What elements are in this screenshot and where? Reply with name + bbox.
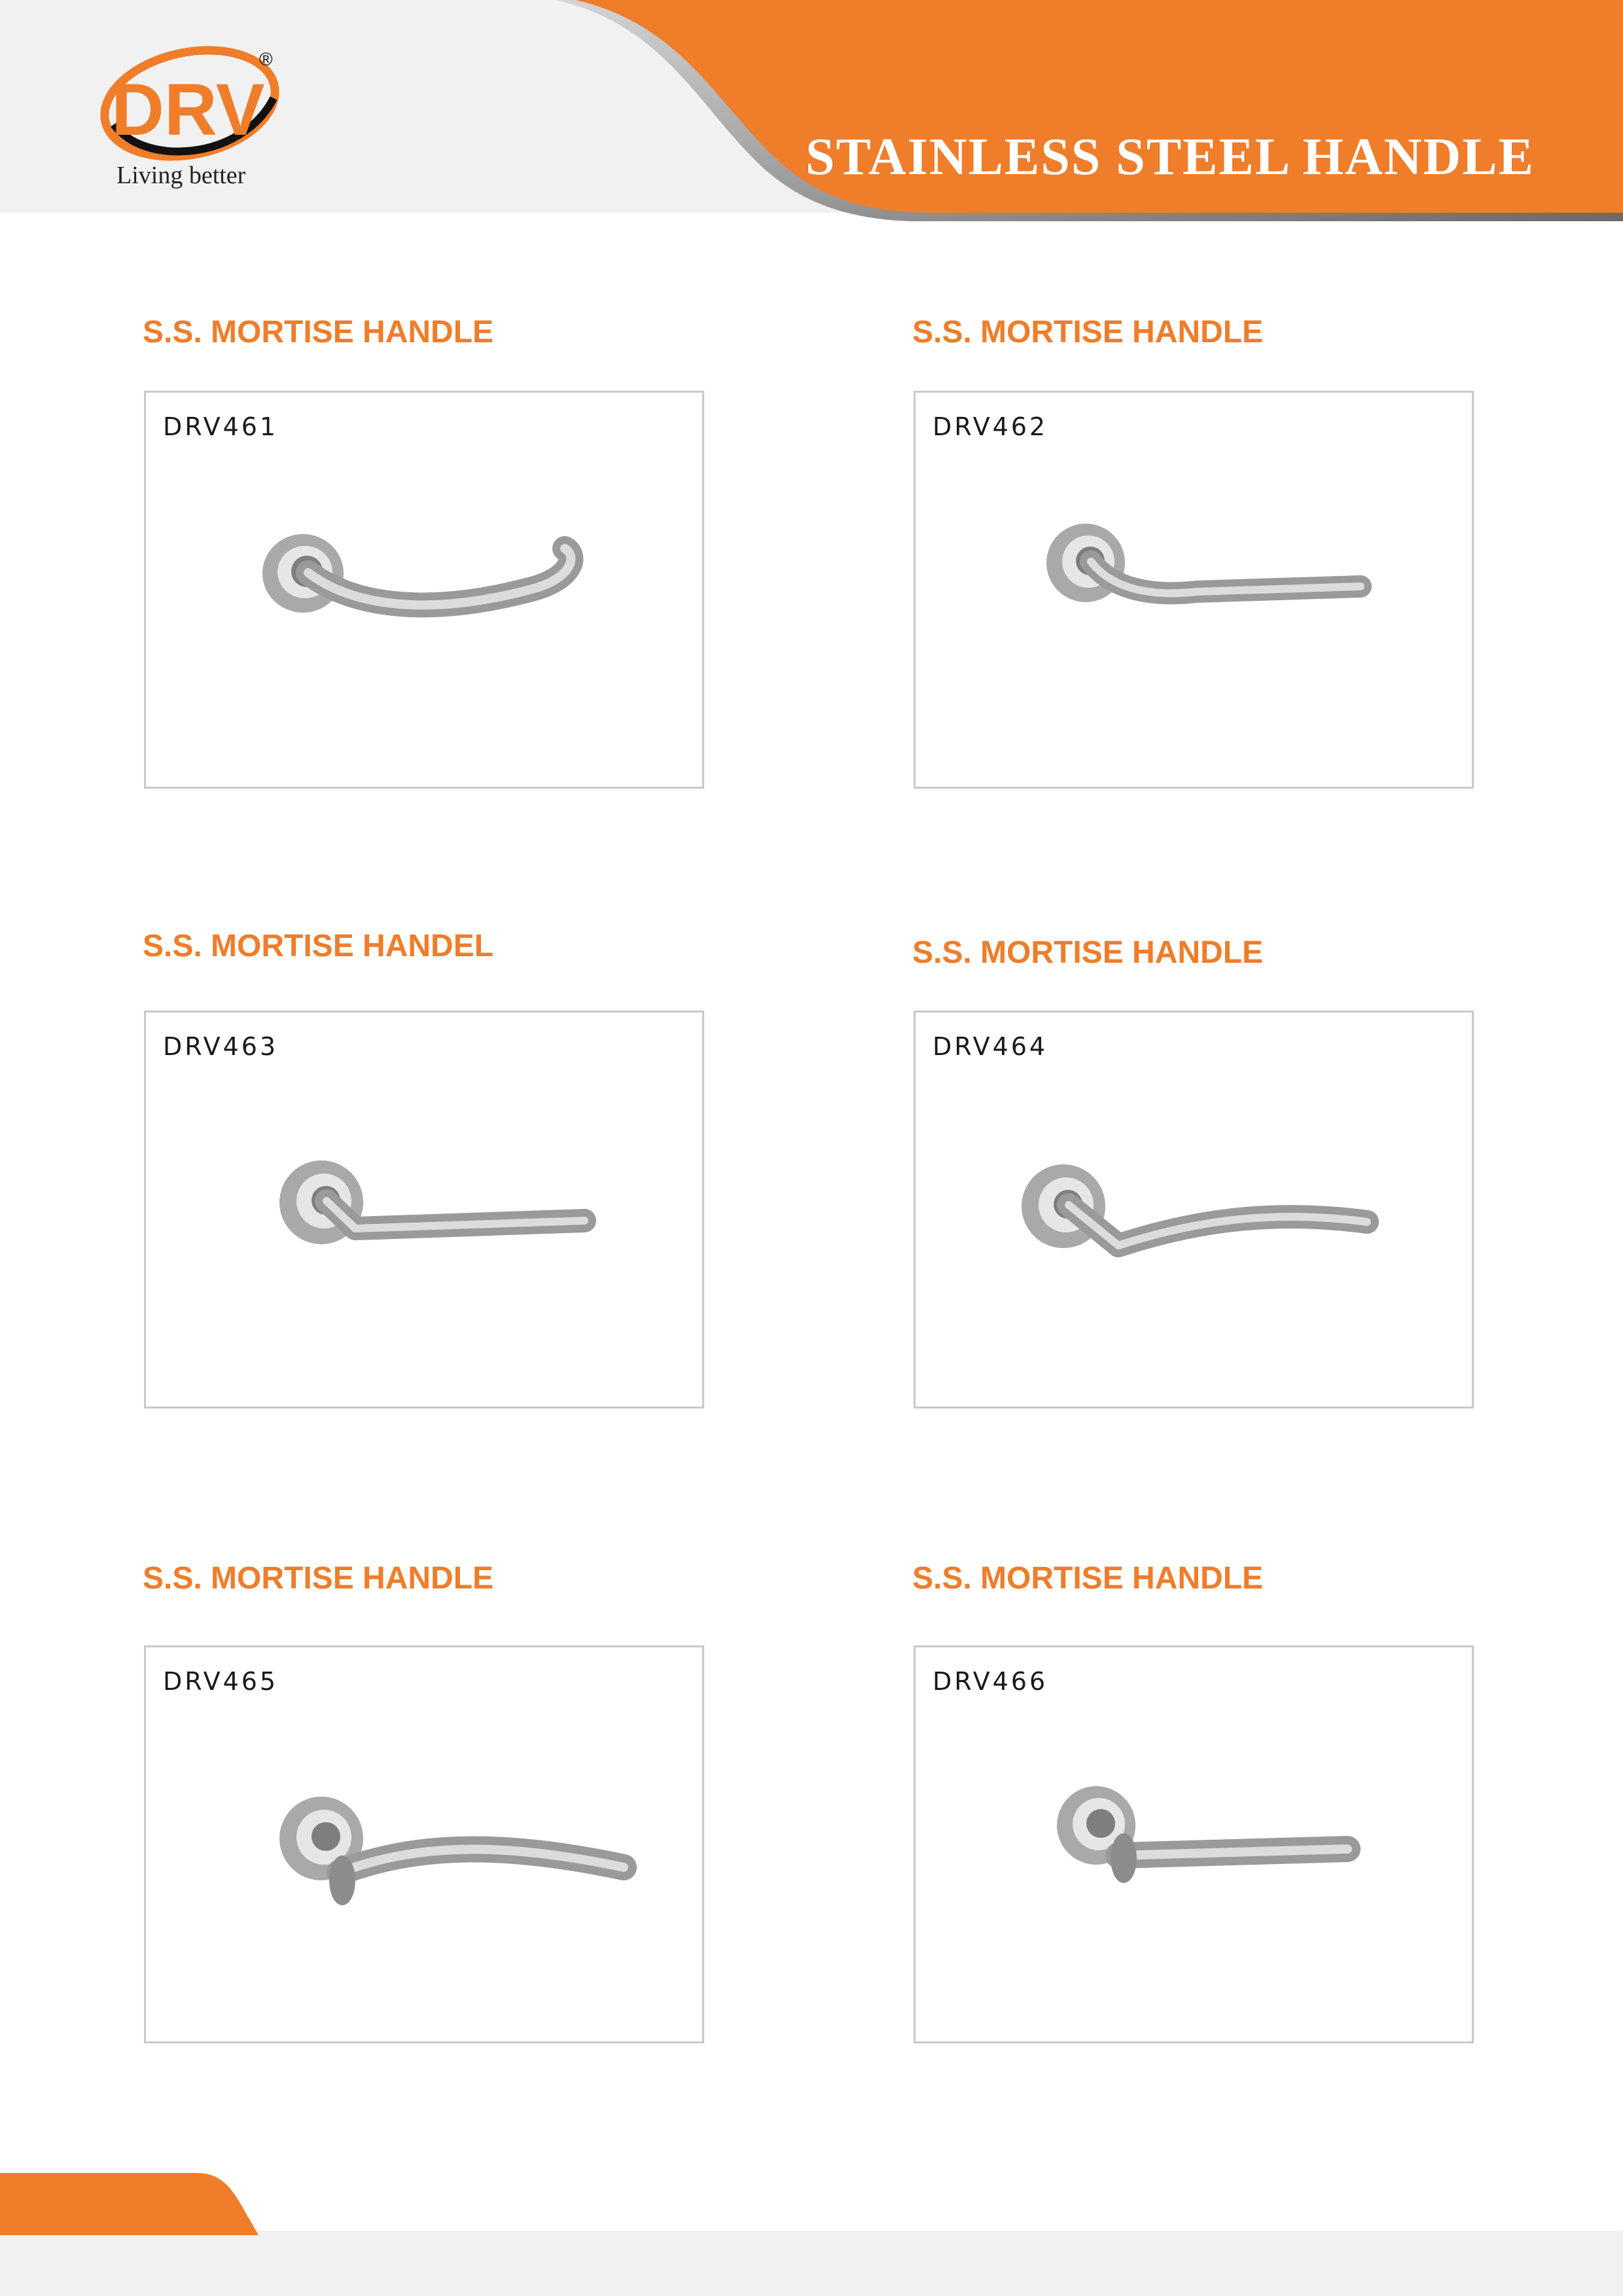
product-heading: S.S. MORTISE HANDLE [143, 1561, 494, 1596]
product-code: DRV466 [933, 1667, 1048, 1696]
footer-orange-tab [0, 2173, 262, 2235]
product-card[interactable] [914, 391, 1474, 789]
arched-lever-handle-icon [146, 1647, 702, 2041]
product-heading: S.S. MORTISE HANDLE [912, 1561, 1264, 1596]
mitred-lever-handle-icon [146, 1013, 702, 1407]
product-code: DRV463 [163, 1032, 279, 1061]
product-code: DRV461 [163, 412, 279, 441]
product-card[interactable] [914, 1011, 1474, 1408]
product-heading: S.S. MORTISE HANDLE [143, 315, 494, 350]
footer-grey-band [259, 2233, 1623, 2296]
product-code: DRV465 [163, 1667, 279, 1696]
straight-lever-handle-icon [916, 1647, 1472, 2041]
product-heading: S.S. MORTISE HANDLE [912, 935, 1264, 970]
u-lever-handle-icon [146, 393, 702, 787]
product-heading: S.S. MORTISE HANDLE [912, 315, 1264, 350]
curved-lever-handle-icon [916, 393, 1472, 787]
product-card[interactable] [914, 1645, 1474, 2043]
product-heading: S.S. MORTISE HANDEL [143, 929, 494, 963]
product-card[interactable] [144, 1645, 704, 2043]
brand-tagline: Living better [116, 162, 246, 189]
page-title: STAINLESS STEEL HANDLE [805, 128, 1535, 186]
wave-lever-handle-icon [916, 1013, 1472, 1407]
product-code: DRV462 [933, 412, 1048, 441]
svg-text:DRV: DRV [111, 69, 265, 151]
footer-grey-band-left [0, 2235, 262, 2296]
brand-logo[interactable] [92, 26, 281, 203]
product-code: DRV464 [933, 1032, 1048, 1061]
svg-text:®: ® [259, 49, 273, 69]
product-card[interactable] [144, 1011, 704, 1408]
drv-logo-icon [92, 26, 281, 164]
product-card[interactable] [144, 391, 704, 789]
